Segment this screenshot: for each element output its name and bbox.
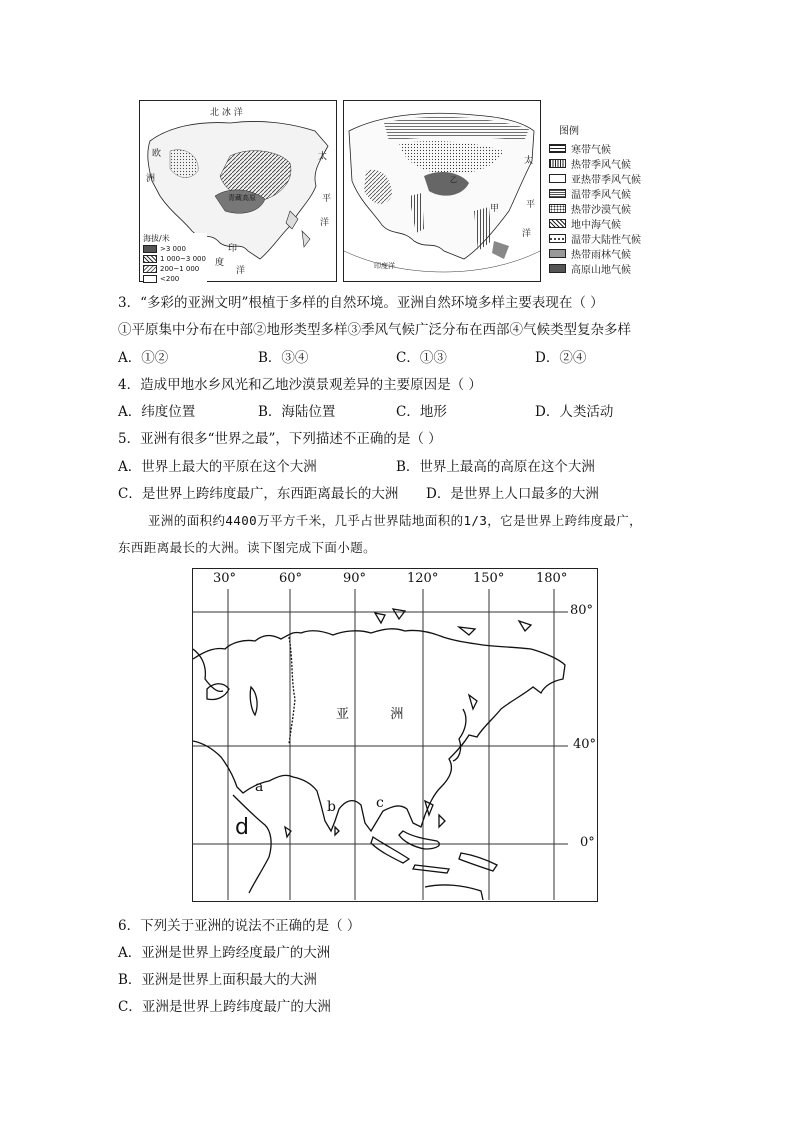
q6-option-a[interactable]: A．亚洲是世界上跨经度最广的大洲 [118,945,331,961]
label-point-a: a [255,779,264,795]
q3-statements: ①平原集中分布在中部②地形类型多样③季风气候广泛分布在西部④气候类型复杂多样 [118,322,631,338]
sumatra [371,837,409,863]
label-pacific-3: 洋 [320,218,330,228]
label-pacific-1: 太 [524,156,534,166]
label-indian-ocean: 印度洋 [374,262,395,270]
terrain-legend-label: >3 000 [160,245,186,253]
europe-coastline [193,649,223,691]
terrain-swatch-low [143,265,157,273]
q3-option-d[interactable]: D．②④ [535,350,587,366]
q6-option-b[interactable]: B．亚洲是世界上面积最大的大洲 [118,972,317,988]
legend-row-cold [549,141,659,156]
passage-line-1: 亚洲的面积约4400万平方千米，几乎占世界陆地面积的1/3，它是世界上跨纬度最广， [148,513,643,528]
q4-option-c[interactable]: C．地形 [396,404,447,420]
terrain-legend-label: 1 000~3 000 [160,255,206,263]
terrain-legend-label: <200 [160,275,180,283]
terrain-legend [143,233,207,284]
lat-label-40: 40° [573,737,597,752]
lon-label-180: 180° [536,571,568,586]
lon-label-120: 120° [407,571,439,586]
label-europe: 欧 [152,149,162,159]
legend-label: 温带大陆性气候 [571,235,641,246]
legend-row-tropical-monsoon [549,156,659,171]
coastlines [193,609,565,900]
legend-label: 热带季风气候 [571,160,631,171]
legend-label: 高原山地气候 [571,265,631,276]
lon-label-150: 150° [473,571,505,586]
new-guinea [459,853,497,871]
q4-option-d[interactable]: D．人类活动 [535,404,614,420]
label-africa: 洲 [146,174,156,184]
q5-stem: 5．亚洲有很多“世界之最”，下列描述不正确的是（ ） [118,431,442,447]
legend-swatch-highland [549,264,566,273]
arctic-islands [375,609,531,635]
legend-swatch-tropical-rainforest [549,249,566,258]
label-pacific-2: 平 [526,200,536,210]
island-shapes [286,211,310,247]
asia-grid-map [192,568,598,902]
q3-stem: 3．“多彩的亚洲文明”根植于多样的自然环境。亚洲自然环境多样主要表现在（ ） [118,295,604,311]
q4-option-b[interactable]: B．海陆位置 [258,404,336,420]
label-arctic-ocean: 北 冰 洋 [210,108,243,118]
lon-label-90: 90° [343,571,367,586]
q5-option-a[interactable]: A．世界上最大的平原在这个大洲 [118,459,317,475]
lat-label-80: 80° [570,603,594,618]
climate-legend [549,122,659,276]
figure-top [137,98,657,284]
q4-stem: 4．造成甲地水乡风光和乙地沙漠景观差异的主要原因是（ ） [118,377,482,393]
terrain-legend-row [143,274,207,284]
label-indian-3: 洋 [236,266,246,276]
asia-climate-map [343,100,541,282]
legend-label: 温带季风气候 [571,190,631,201]
legend-swatch-mediterranean [549,219,566,228]
graticule [193,589,568,900]
terrain-swatch-mid [143,255,157,263]
q3-option-b[interactable]: B．③④ [258,350,309,366]
grid-map-svg [193,569,596,900]
legend-label: 热带雨林气候 [571,250,631,261]
legend-label: 亚热带季风气候 [571,175,641,186]
java [413,865,449,873]
label-asia: 亚 洲 [336,707,404,722]
q6-option-c[interactable]: C．亚洲是世界上跨纬度最广的大洲 [118,999,331,1015]
asia-terrain-map [139,100,337,282]
terrain-swatch-plain [143,275,157,283]
label-plateau: 青藏高原 [228,194,256,202]
legend-row-temperate-monsoon [549,186,659,201]
label-point-d: d [235,815,249,840]
q5-option-c[interactable]: C．是世界上跨纬度最广，东西距离最长的大洲 [118,486,399,502]
legend-swatch-temperate-continental [549,234,566,243]
black-sea [207,684,229,700]
label-indian-2: 度 [215,258,225,268]
borneo [399,831,439,849]
label-indian-1: 印 [228,244,238,254]
philippines [425,801,445,827]
legend-row-subtropical-monsoon [549,171,659,186]
australia-coastline [425,885,483,900]
legend-swatch-tropical-monsoon [549,159,566,168]
legend-row-tropical-rainforest [549,246,659,261]
legend-label: 地中海气候 [571,220,621,231]
legend-title: 图例 [559,126,579,137]
sakhalin [469,695,477,709]
legend-swatch-tropical-desert [549,204,566,213]
terrain-legend-label: 200~1 000 [160,265,200,273]
caspian-sea [250,687,257,715]
label-pacific-2: 平 [322,194,332,204]
rainforest-zone [492,241,509,259]
lon-label-60: 60° [279,571,303,586]
q5-option-d[interactable]: D．是世界上人口最多的大洲 [426,486,599,502]
terrain-legend-row [143,244,207,254]
lon-label-30: 30° [213,571,237,586]
passage-line-2: 东西距离最长的大洲。读下图完成下面小题。 [118,540,377,555]
legend-swatch-subtropical-monsoon [549,174,566,183]
legend-row-mediterranean [549,216,659,231]
terrain-swatch-high [143,245,157,253]
q4-option-a[interactable]: A．纬度位置 [118,404,196,420]
legend-swatch-cold [549,144,566,153]
q3-option-a[interactable]: A．①② [118,350,169,366]
legend-row-highland [549,261,659,276]
label-yi: 乙 [450,176,457,184]
label-jia: 甲 [490,204,500,214]
climate-map-svg [344,101,540,281]
legend-row-tropical-desert [549,201,659,216]
label-pacific-3: 洋 [522,229,532,239]
label-point-b: b [327,799,336,815]
q3-option-c[interactable]: C．①③ [396,350,447,366]
legend-label: 寒带气候 [571,145,611,156]
terrain-legend-row [143,254,207,264]
legend-label: 热带沙漠气候 [571,205,631,216]
q5-option-b[interactable]: B．世界上最高的高原在这个大洲 [396,459,595,475]
terrain-legend-row [143,264,207,274]
legend-row-temperate-continental [549,231,659,246]
label-pacific-1: 太 [318,152,328,162]
lat-label-0: 0° [580,835,595,850]
label-point-c: c [376,795,384,811]
legend-swatch-temperate-monsoon [549,189,566,198]
terrain-legend-title: 海拔/米 [143,234,170,243]
q6-stem: 6．下列关于亚洲的说法不正确的是（ ） [118,918,361,934]
